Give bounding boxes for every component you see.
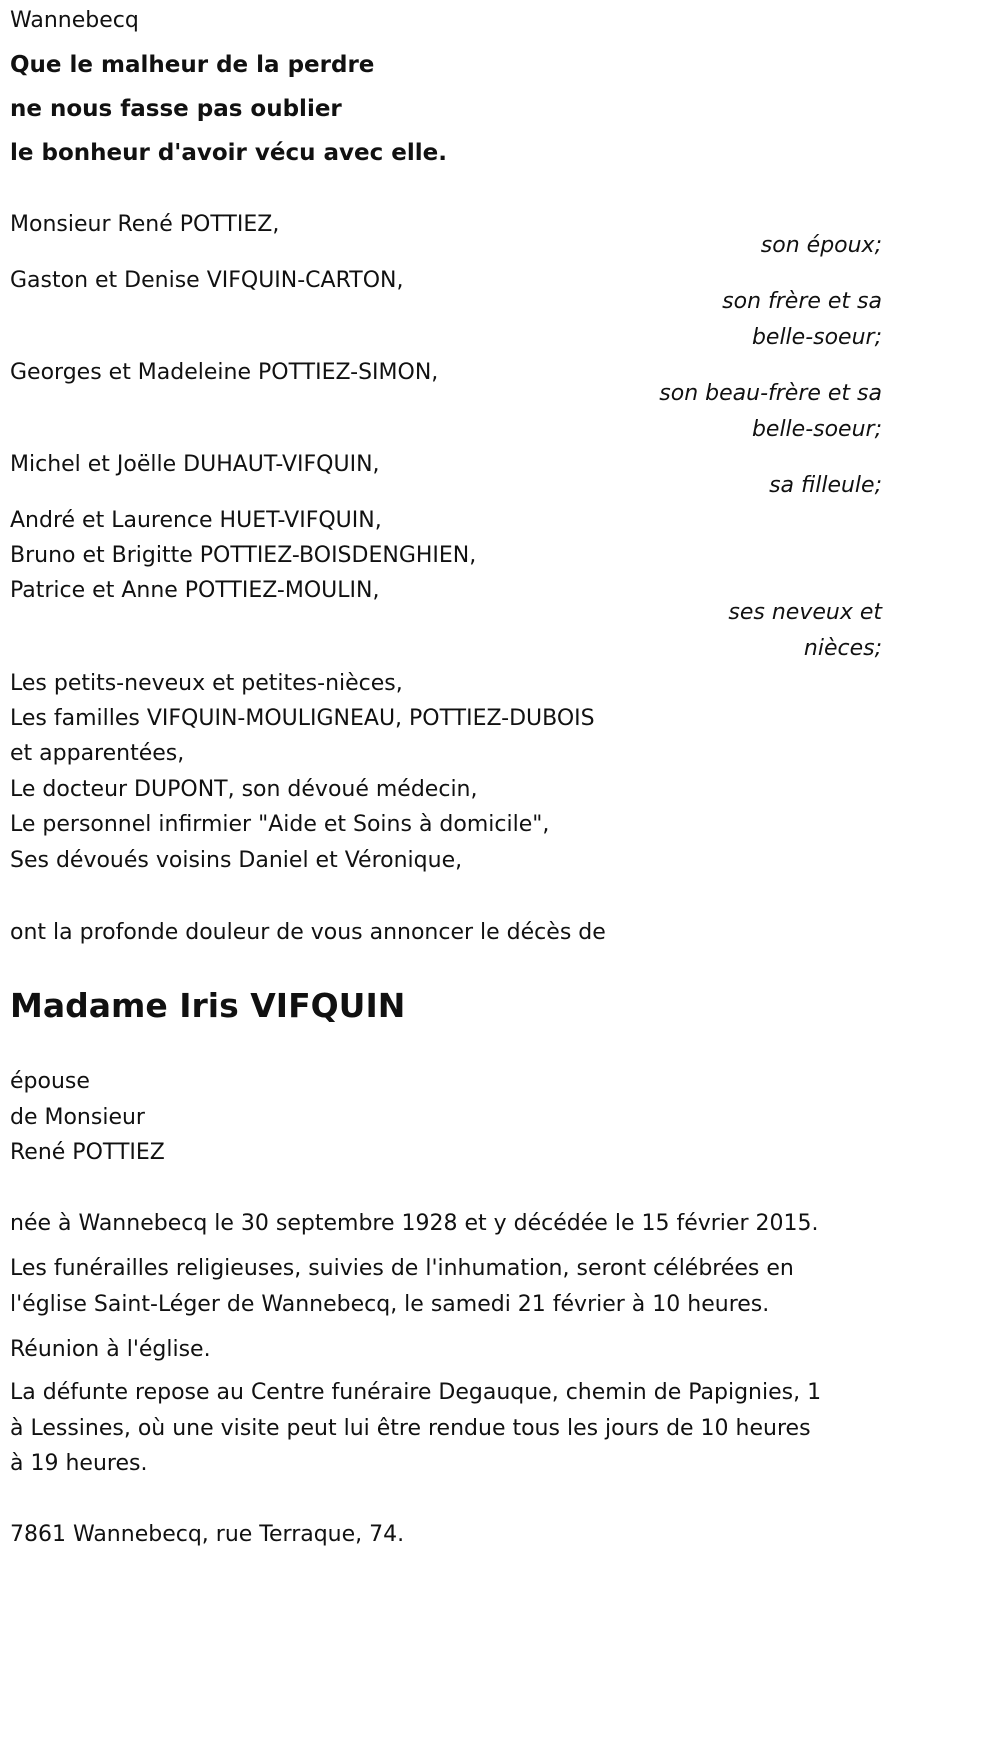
address-text: 7861 Wannebecq, rue Terraque, 74. — [10, 1522, 405, 1547]
family-member-relation: belle-soeur; — [751, 325, 882, 350]
quote-line: ne nous fasse pas oublier — [10, 96, 342, 122]
quote-line: le bonheur d'avoir vécu avec elle. — [10, 140, 447, 166]
nephew-name: André et Laurence HUET-VIFQUIN, — [10, 508, 382, 533]
nephews-relation: ses neveux et — [728, 600, 882, 625]
family-member-name: Michel et Joëlle DUHAUT-VIFQUIN, — [10, 452, 380, 477]
nephew-name: Patrice et Anne POTTIEZ-MOULIN, — [10, 578, 380, 603]
spouse-line: René POTTIEZ — [10, 1140, 165, 1165]
funeral-text: l'église Saint-Léger de Wannebecq, le samedi 21 février à 10 heures. — [10, 1292, 770, 1317]
family-member-name: Monsieur René POTTIEZ, — [10, 212, 280, 237]
meeting-text: Réunion à l'église. — [10, 1337, 211, 1362]
visit-text: La défunte repose au Centre funéraire Degauque, chemin de Papignies, 1 — [10, 1380, 822, 1405]
other-mourners-line: Les petits-neveux et petites-nièces, — [10, 671, 403, 696]
other-mourners-line: Les familles VIFQUIN-MOULIGNEAU, POTTIEZ-DUBOIS — [10, 706, 595, 731]
spouse-line: épouse — [10, 1069, 90, 1094]
family-member-name: Georges et Madeleine POTTIEZ-SIMON, — [10, 360, 439, 385]
nephew-name: Bruno et Brigitte POTTIEZ-BOISDENGHIEN, — [10, 543, 477, 568]
family-member-relation: son frère et sa — [722, 289, 882, 314]
other-mourners-line: Le docteur DUPONT, son dévoué médecin, — [10, 777, 478, 802]
visit-text: à Lessines, où une visite peut lui être rendue tous les jours de 10 heures — [10, 1416, 811, 1441]
funeral-text: Les funérailles religieuses, suivies de l'inhumation, seront célébrées en — [10, 1256, 794, 1281]
nephews-relation: nièces; — [803, 636, 882, 661]
spouse-line: de Monsieur — [10, 1105, 145, 1130]
other-mourners-line: Ses dévoués voisins Daniel et Véronique, — [10, 848, 463, 873]
family-member-relation: son beau-frère et sa — [659, 381, 882, 406]
birth-death-text: née à Wannebecq le 30 septembre 1928 et y décédée le 15 février 2015. — [10, 1211, 819, 1236]
quote-line: Que le malheur de la perdre — [10, 52, 375, 78]
deceased-name: Madame Iris VIFQUIN — [10, 986, 406, 1025]
family-member-relation: son époux; — [760, 233, 882, 258]
family-member-name: Gaston et Denise VIFQUIN-CARTON, — [10, 268, 404, 293]
place-name: Wannebecq — [10, 8, 139, 33]
other-mourners-line: et apparentées, — [10, 741, 185, 766]
announcement-text: ont la profonde douleur de vous annoncer le décès de — [10, 920, 606, 945]
other-mourners-line: Le personnel infirmier "Aide et Soins à domicile", — [10, 812, 550, 837]
family-member-relation: belle-soeur; — [751, 417, 882, 442]
family-member-relation: sa filleule; — [769, 473, 882, 498]
visit-text: à 19 heures. — [10, 1451, 148, 1476]
